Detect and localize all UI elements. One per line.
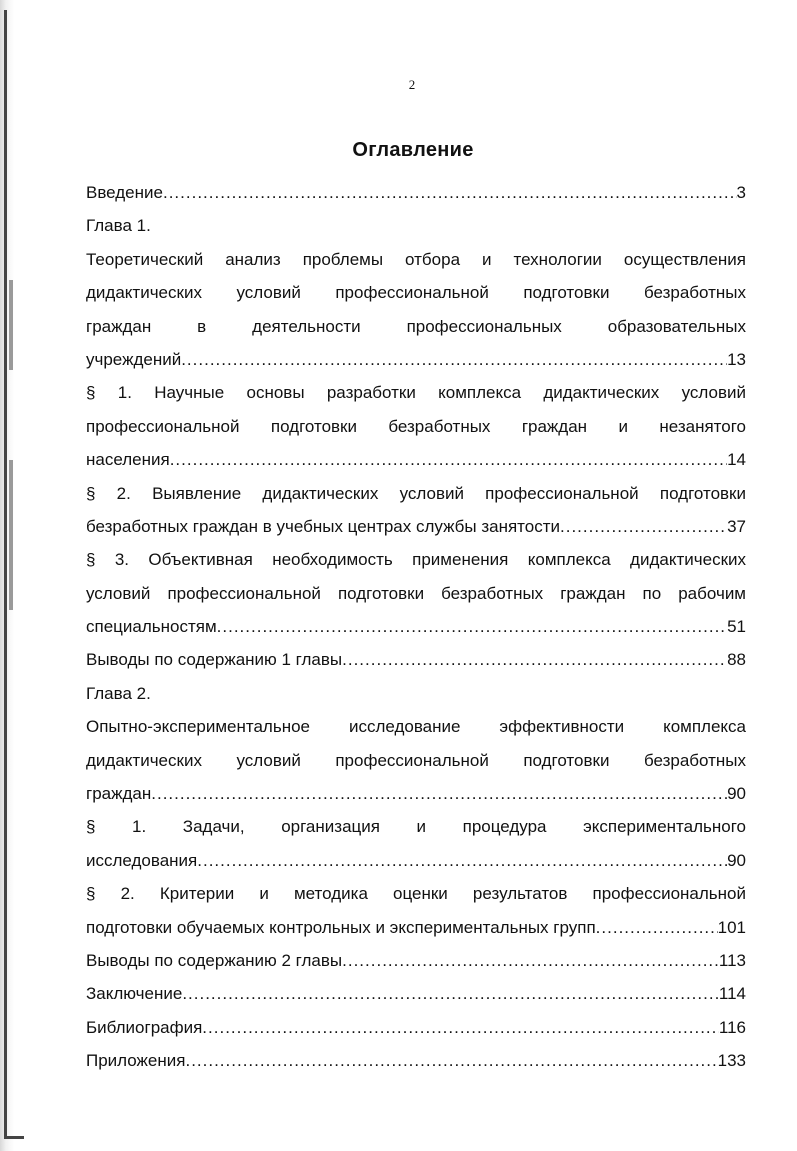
toc-label: учреждений — [86, 349, 182, 369]
dot-leader — [197, 844, 727, 877]
toc-entry-ch2-s1 — [86, 844, 746, 877]
dot-leader — [185, 1044, 717, 1077]
section-title-line: § 2. Критерии и методика оценки результатов профессиональной — [86, 884, 746, 904]
toc-entry-appendices — [86, 1044, 746, 1077]
toc-entry-ch1-s2 — [86, 510, 746, 543]
toc-label: Введение — [86, 183, 163, 202]
section-title-line: § 2. Выявление дидактических условий профессиональной подготовки — [86, 483, 746, 503]
chapter-heading: Глава 1. — [86, 216, 151, 236]
toc-entry-ch2-conclusions — [86, 944, 746, 977]
toc-page: 37 — [727, 516, 746, 536]
dot-leader — [182, 977, 719, 1010]
page-title: Оглавление — [352, 139, 474, 161]
scan-binding-line — [4, 10, 7, 1138]
toc-label: подготовки обучаемых контрольных и экспериментальных групп — [86, 917, 596, 937]
toc-page: 51 — [727, 617, 746, 637]
toc-page: 114 — [718, 984, 746, 1004]
dot-leader — [596, 911, 718, 944]
toc-entry-chapter1 — [86, 343, 746, 376]
toc-page: 116 — [718, 1017, 746, 1037]
toc-page: 3 — [736, 183, 746, 202]
toc-entry-conclusion — [86, 977, 746, 1010]
chapter-title-line: дидактических условий профессиональной подготовки безработных — [86, 283, 746, 303]
toc-entry-bibliography — [86, 1011, 746, 1044]
toc-page: 13 — [727, 349, 746, 369]
toc-page: 113 — [718, 950, 746, 970]
section-title-line: § 1. Научные основы разработки комплекса дидактических условий — [86, 383, 746, 403]
dot-leader — [151, 777, 727, 810]
dot-leader — [560, 510, 727, 543]
chapter-title-line: граждан в деятельности профессиональных образовательных — [86, 316, 746, 336]
chapter-title-line: Теоретический анализ проблемы отбора и технологии осуществления — [86, 249, 746, 269]
scan-speck — [9, 280, 13, 370]
toc-label: граждан — [86, 784, 152, 804]
toc-page: 133 — [717, 1051, 746, 1071]
section-title-line: § 3. Объективная необходимость применения комплекса дидактических — [86, 550, 746, 570]
toc-label: специальностям — [86, 617, 217, 637]
toc-label: Библиография — [86, 1017, 203, 1037]
toc-entry-ch1-conclusions — [86, 643, 746, 676]
toc-entry-ch1-s1 — [86, 443, 746, 476]
dot-leader — [170, 443, 727, 476]
dot-leader — [163, 176, 737, 209]
toc-entry-ch2-s2 — [86, 911, 746, 944]
toc-page: 90 — [727, 850, 746, 870]
toc-label: Заключение — [86, 984, 183, 1004]
toc-label: исследования — [86, 850, 198, 870]
dot-leader — [342, 944, 719, 977]
scan-speck — [9, 460, 13, 610]
page-number: 2 — [408, 77, 416, 92]
toc-label: безработных граждан в учебных центрах службы занятости — [86, 516, 561, 536]
toc-page: 101 — [717, 917, 746, 937]
toc-page: 14 — [727, 450, 746, 470]
toc-label: населения — [86, 450, 170, 470]
toc-page: 88 — [727, 650, 746, 670]
section-title-line: условий профессиональной подготовки безработных граждан по рабочим — [86, 583, 746, 603]
dot-leader — [342, 643, 727, 676]
chapter-title-line: Опытно-экспериментальное исследование эффективности комплекса — [86, 717, 746, 737]
table-of-contents — [86, 176, 746, 1078]
section-title-line: § 1. Задачи, организация и процедура экспериментального — [86, 817, 746, 837]
section-title-line: профессиональной подготовки безработных граждан и незанятого — [86, 416, 746, 436]
toc-page: 90 — [727, 784, 746, 804]
toc-entry-ch1-s3 — [86, 610, 746, 643]
chapter-title-line: дидактических условий профессиональной подготовки безработных — [86, 750, 746, 770]
toc-entry-intro — [86, 176, 746, 209]
dot-leader — [217, 610, 727, 643]
dot-leader — [181, 343, 727, 376]
dot-leader — [202, 1011, 719, 1044]
toc-label: Приложения — [86, 1051, 186, 1071]
toc-label: Выводы по содержанию 1 главы — [86, 650, 343, 670]
toc-label: Выводы по содержанию 2 главы — [86, 950, 343, 970]
scan-binding-foot — [4, 1136, 24, 1139]
toc-entry-chapter2 — [86, 777, 746, 810]
chapter-heading: Глава 2. — [86, 683, 151, 703]
